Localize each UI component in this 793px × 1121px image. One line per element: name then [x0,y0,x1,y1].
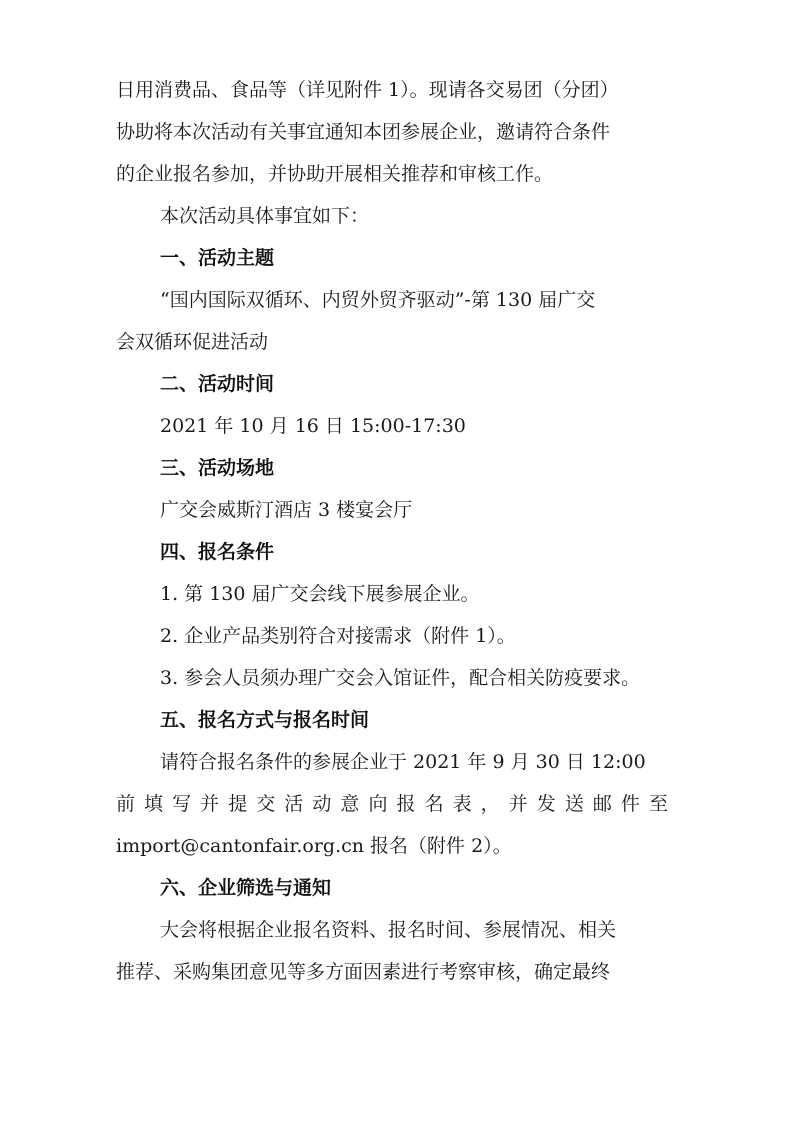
event-venue: 广交会威斯汀酒店 3 楼宴会厅 [160,499,413,521]
paragraph-line: 日用消费品、食品等（详见附件 1）。现请各交易团（分团） [116,79,619,101]
condition-item: 3. 参会人员须办理广交会入馆证件，配合相关防疫要求。 [160,667,641,689]
section-heading-selection: 六、企业筛选与通知 [160,877,332,899]
condition-item: 1. 第 130 届广交会线下展参展企业。 [160,583,480,605]
paragraph-line: “国内国际双循环、内贸外贸齐驱动”-第 130 届广交 [160,289,596,311]
paragraph-line: 协助将本次活动有关事宜通知本团参展企业，邀请符合条件 [116,121,611,143]
paragraph-line: 大会将根据企业报名资料、报名时间、参展情况、相关 [160,919,617,941]
paragraph-line: 的企业报名参加，并协助开展相关推荐和审核工作。 [116,163,554,185]
paragraph-line: 本次活动具体事宜如下： [160,205,370,227]
event-time: 2021 年 10 月 16 日 15:00-17:30 [160,415,466,437]
paragraph-line: 请符合报名条件的参展企业于 2021 年 9 月 30 日 12:00 [160,751,646,773]
section-heading-venue: 三、活动场地 [160,457,275,479]
section-heading-conditions: 四、报名条件 [160,541,275,563]
condition-item: 2. 企业产品类别符合对接需求（附件 1）。 [160,625,516,647]
section-heading-theme: 一、活动主题 [160,247,275,269]
section-heading-time: 二、活动时间 [160,373,275,395]
paragraph-line: 推荐、采购集团意见等多方面因素进行考察审核，确定最终 [116,961,611,983]
paragraph-line: 会双循环促进活动 [116,331,269,353]
registration-email-line: import@cantonfair.org.cn 报名（附件 2）。 [116,835,512,857]
paragraph-line: 前填写并提交活动意向报名表，并发送邮件至 [116,793,668,815]
section-heading-registration: 五、报名方式与报名时间 [160,709,370,731]
